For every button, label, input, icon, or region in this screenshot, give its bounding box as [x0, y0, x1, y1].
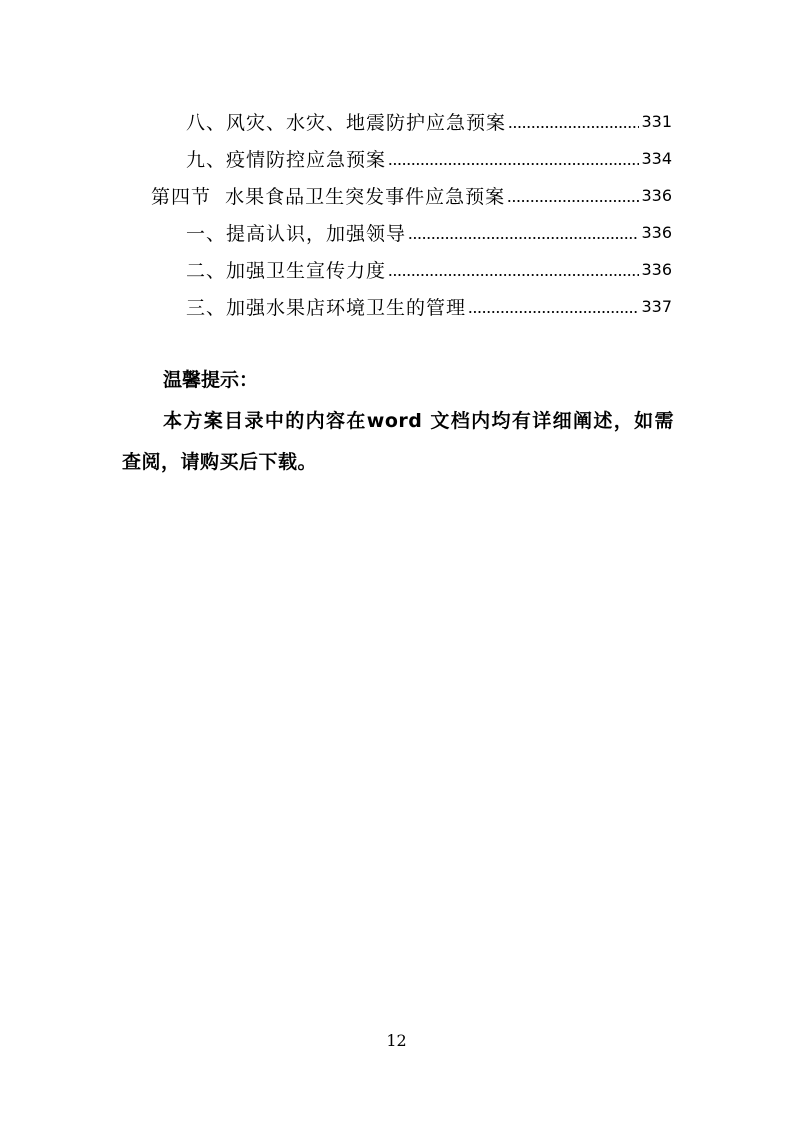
- toc-dot-leader: [508, 126, 639, 128]
- page-number: 12: [386, 1031, 407, 1050]
- toc-entry[interactable]: [0, 251, 793, 288]
- table-of-contents: [0, 103, 793, 325]
- toc-entry-label: 九、疫情防控应急预案: [186, 149, 387, 171]
- toc-entry-label: 八、风灾、水灾、地震防护应急预案: [186, 112, 507, 134]
- toc-entry-label: 二、加强卫生宣传力度: [186, 260, 387, 282]
- toc-entry-page: 336: [641, 223, 672, 242]
- toc-entry-page: 336: [641, 186, 672, 205]
- toc-entry[interactable]: [0, 214, 793, 251]
- toc-entry[interactable]: [0, 288, 793, 325]
- toc-entry[interactable]: [0, 140, 793, 177]
- toc-entry[interactable]: [0, 177, 793, 214]
- toc-entry-page: 336: [641, 260, 672, 279]
- toc-entry-label: 三、加强水果店环境卫生的管理: [186, 297, 467, 319]
- toc-dot-leader: [468, 311, 639, 313]
- toc-entry-page: 331: [641, 112, 672, 131]
- toc-dot-leader: [388, 163, 639, 165]
- toc-entry-label: 一、提高认识，加强领导: [186, 223, 407, 245]
- toc-entry-label: 第四节 水果食品卫生突发事件应急预案: [151, 186, 506, 208]
- toc-dot-leader: [408, 237, 639, 239]
- toc-dot-leader: [388, 274, 639, 276]
- notice-title: 温馨提示：: [163, 369, 259, 391]
- notice-body: 本方案目录中的内容在word 文档内均有详细阐述，如需查阅，请购买后下载。: [122, 410, 674, 473]
- toc-entry-page: 337: [641, 297, 672, 316]
- toc-dot-leader: [507, 200, 639, 202]
- notice-block: [122, 360, 674, 483]
- toc-entry[interactable]: [0, 103, 793, 140]
- toc-entry-page: 334: [641, 149, 672, 168]
